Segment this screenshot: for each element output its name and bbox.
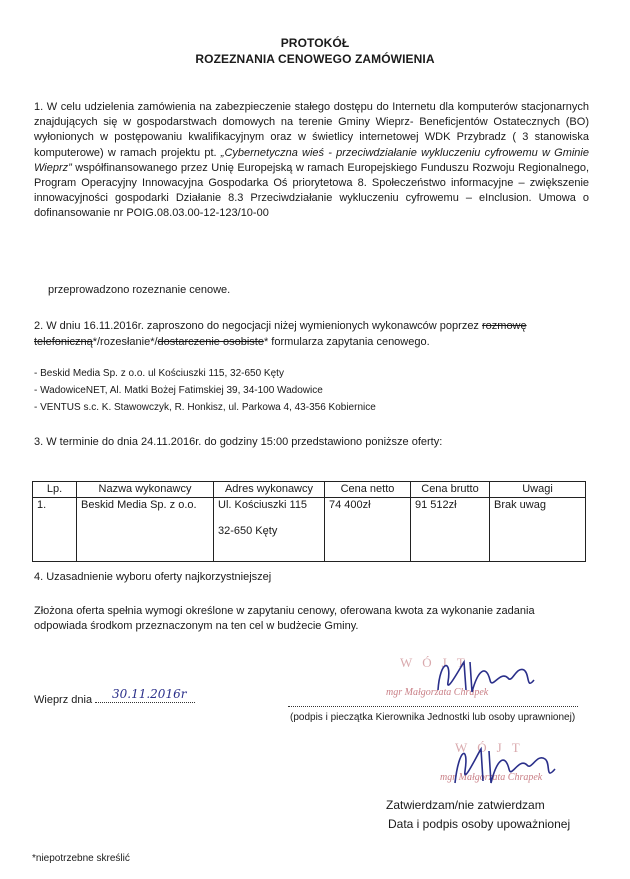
section-2-text-b: */rozesłanie*/ bbox=[92, 336, 158, 348]
contractor-item: - VENTUS s.c. K. Stawowczyk, R. Honkisz, ul. Parkowa 4, 43-356 Kobiernice bbox=[34, 402, 376, 413]
contractor-item: - Beskid Media Sp. z o.o. ul Kościuszki 115, 32-650 Kęty bbox=[34, 368, 284, 379]
struck-option-phone-call: rozmowę bbox=[482, 320, 527, 332]
header-lp: Lp. bbox=[33, 482, 77, 498]
signature-dotted-line bbox=[288, 696, 578, 707]
struck-option-telephone: telefoniczną bbox=[34, 336, 93, 348]
header-address: Adres wykonawcy bbox=[214, 482, 325, 498]
table-header-row bbox=[33, 482, 586, 498]
struck-option-personal-delivery: dostarczenie osobiste bbox=[157, 336, 264, 348]
handwritten-date: 30.11.2016r bbox=[112, 687, 187, 701]
table-row bbox=[33, 498, 586, 562]
section-2-text-c: * formularza zapytania cenowego. bbox=[263, 336, 430, 348]
section-4-text: Złożona oferta spełnia wymogi określone w zapytaniu cenowy, oferowana kwota za wykonanie zadania odpowiada środkom przeznaczonym na ten cel w budżecie Gminy. bbox=[34, 605, 535, 632]
footnote: *niepotrzebne skreślić bbox=[32, 853, 130, 864]
date-dotted-line bbox=[95, 702, 195, 703]
cell-gross-price: 91 512zł bbox=[411, 498, 490, 562]
section-3-text: 3. W terminie do dnia 24.11.2016r. do godziny 15:00 przedstawiono poniższe oferty: bbox=[34, 436, 443, 448]
official-stamp: WÓJT bbox=[455, 740, 530, 755]
place-label: Wieprz dnia bbox=[34, 694, 93, 706]
section-1-paragraph bbox=[34, 100, 589, 222]
cell-name: Beskid Media Sp. z o.o. bbox=[77, 498, 214, 562]
header-gross-price: Cena brutto bbox=[411, 482, 490, 498]
section-1-conclusion: przeprowadzono rozeznanie cenowe. bbox=[48, 284, 231, 296]
section-2-line-2 bbox=[34, 336, 430, 348]
official-stamp: WÓJT bbox=[400, 655, 475, 670]
cell-net-price: 74 400zł bbox=[325, 498, 411, 562]
offers-table bbox=[32, 481, 586, 562]
document-subtitle: ROZEZNANIA CENOWEGO ZAMÓWIENIA bbox=[195, 52, 435, 66]
section-1-text-a: 1. W celu udzielenia zamówienia na zabezpieczenie stałego dostępu do Internetu dla komputerów stacjonarnych znajdujących się w gospodarstwach domowych na terenie Gminy Wieprz- Beneficjentów Ostatecznych (BO) wyłonionych w postępowaniu kwalifikacyjnym oraz w świetlicy internetowej WDK Przybradz ( 3 stanowiska komputerowe) w ramach projektu pt. bbox=[34, 101, 589, 159]
document-title: PROTOKÓŁ bbox=[280, 36, 350, 50]
cell-address-line2: 32-650 Kęty bbox=[218, 525, 278, 537]
stamp-name: mgr Małgorzata Chrapek bbox=[440, 772, 543, 783]
section-1-text-b: współfinansowanego przez Unię Europejską w ramach Europejskiego Funduszu Rozwoju Regionalnego, Program Operacyjny Innowacyjna Gospodarka Oś priorytetowa 8. Społeczeństwo informacyjne – zwiększenie innowacyjności gospodarki Działanie 8.3 Przeciwdziałanie wykluczeniu cyfrowemu – eInclusion. Umowa o dofinansowanie nr POIG.08.03.00-12-123/10-00 bbox=[34, 161, 589, 220]
signature-caption: (podpis i pieczątka Kierownika Jednostki lub osoby uprawnionej) bbox=[290, 712, 576, 723]
approve-line: Zatwierdzam/nie zatwierdzam bbox=[386, 798, 545, 812]
header-notes: Uwagi bbox=[490, 482, 586, 498]
cell-address bbox=[214, 498, 325, 562]
cell-address-line1: Ul. Kościuszki 115 bbox=[218, 499, 308, 511]
section-2-line-1 bbox=[34, 320, 527, 332]
header-name: Nazwa wykonawcy bbox=[77, 482, 214, 498]
section-2-text-a: 2. W dniu 16.11.2016r. zaproszono do negocjacji niżej wymienionych wykonawców poprzez bbox=[34, 320, 482, 332]
approval-signature-scribble bbox=[445, 735, 565, 795]
stamp-name: mgr Małgorzata Chrapek bbox=[386, 687, 489, 698]
signature-scribble bbox=[430, 650, 550, 700]
project-title: „Cybernetyczna wieś - przeciwdziałanie wykluczeniu cyfrowemu w Gminie Wieprz” bbox=[34, 146, 589, 174]
approve-caption: Data i podpis osoby upoważnionej bbox=[388, 817, 571, 831]
header-net-price: Cena netto bbox=[325, 482, 411, 498]
cell-lp: 1. bbox=[33, 498, 77, 562]
cell-notes: Brak uwag bbox=[490, 498, 586, 562]
contractor-item: - WadowiceNET, Al. Matki Bożej Fatimskiej 39, 34-100 Wadowice bbox=[34, 385, 323, 396]
section-4-heading: 4. Uzasadnienie wyboru oferty najkorzystniejszej bbox=[34, 571, 272, 583]
